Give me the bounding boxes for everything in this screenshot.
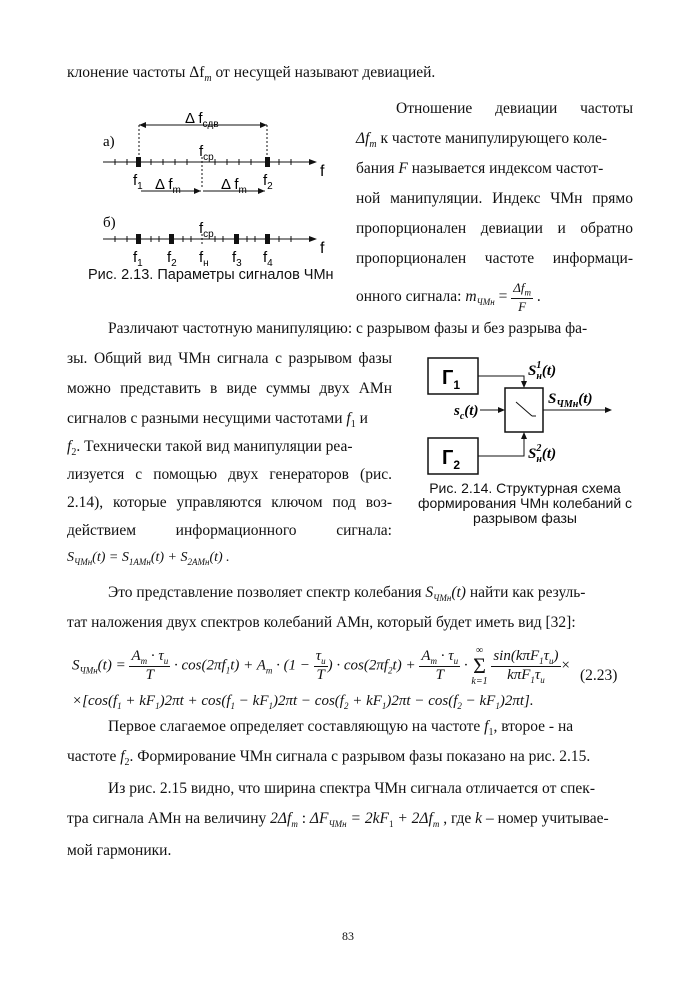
marker-b-f2 xyxy=(169,234,174,244)
figure-2-13-caption: Рис. 2.13. Параметры сигналов ЧМн xyxy=(88,267,334,283)
arrow-head xyxy=(521,381,527,388)
b-f4-label: $f_4$ xyxy=(263,249,273,269)
marker-b-f4 xyxy=(265,234,270,244)
text-line xyxy=(67,64,435,84)
text-line: $\Delta f_m$ к частоте манипулирующего коле- xyxy=(356,130,608,151)
text-line: ной манипуляции. Индекс ЧМн прямо xyxy=(356,190,633,207)
f-axis-label: f xyxy=(320,240,325,257)
switch-box xyxy=(505,388,543,432)
text-line: тра сигнала АМн на величину $2\Delta f_m$ : $\Delta F_{ЧМн} = 2kF_1 + 2\Delta f_m$ , где k – номер учитывае- xyxy=(67,810,609,830)
caption-line: Рис. 2.14. Структурная схема xyxy=(429,480,621,496)
dfsdv-label: Δ $f_{сдв}$ xyxy=(185,112,219,130)
marker-f1 xyxy=(136,157,141,167)
arrow-head xyxy=(605,407,612,413)
arrow-head xyxy=(139,122,146,128)
g1-label: $Г_1$ xyxy=(442,367,461,392)
text-line: $f_2$. Технически такой вид манипуляции реа- xyxy=(67,438,353,459)
figure-2-13 xyxy=(95,112,340,272)
arrow-head xyxy=(260,122,267,128)
caption-line: разрывом фазы xyxy=(473,510,577,526)
text-line: Это представление позволяет спектр колебания $S_{ЧМн}(t)$ найти как резуль- xyxy=(108,584,586,604)
text-line: частоте $f_2$. Формирование ЧМн сигнала с разрывом фазы показано на рис. 2.15. xyxy=(67,748,591,769)
text-line: Первое слагаемое определяет составляющую на частоте $f_1$, второе - на xyxy=(108,718,574,739)
page-number: 83 xyxy=(342,929,354,943)
text-line: действием информационного сигнала: xyxy=(67,522,392,539)
b-f3-label: $f_3$ xyxy=(232,249,242,269)
dfm-label: Δ $f_m$ xyxy=(155,176,181,196)
marker-b-f1 xyxy=(136,234,141,244)
text-line: сигналов с разными несущими частотами $f_1$ и xyxy=(67,410,368,431)
dfm-label: Δ $f_m$ xyxy=(221,176,247,196)
arrow-head xyxy=(498,407,505,413)
label-a: а) xyxy=(103,134,115,150)
figure-2-14-caption xyxy=(405,481,645,526)
label-b: б) xyxy=(103,215,116,231)
b-f2-label: $f_2$ xyxy=(167,249,177,269)
text-line: бания F называется индексом частот- xyxy=(356,160,604,177)
formula-2-23-line1: $S_{ЧМн}(t)$ = $\frac{A_m \cdot \tau_и}{T}$ · $\cos(2\pi f_1t) + A_m \cdot (1$ − $\frac{\tau_и}{T}$ ) · $\cos(2\pi f_2t)$ + $\frac{A_m \cdot \tau_и}{T}$ · ∞ Σ k=1 $\frac{\sin(k\pi F_1\tau_и)}{k\pi F_1\tau_и}$ × xyxy=(72,645,571,687)
marker-f2 xyxy=(265,157,270,167)
text-line: пропорционален девиации и обратно xyxy=(356,220,633,237)
caption-line: формирования ЧМн колебаний с xyxy=(417,495,633,511)
text-line: пропорционален частоте информаци- xyxy=(356,250,633,267)
b-fcp-label: $f_{ср}$ xyxy=(199,220,214,240)
text-line: Различают частотную манипуляцию: с разрывом фазы и без разрыва фа- xyxy=(108,320,588,337)
formula-line: $S_{ЧМн}(t) = S_{1АМн}(t) + S_{2АМн}(t)$ . xyxy=(67,550,230,567)
arrow-head xyxy=(194,188,201,194)
arrow-head xyxy=(521,432,527,439)
f1-label: $f_1$ xyxy=(133,172,143,192)
s2-label: $S^2$ н(t) xyxy=(528,443,557,465)
g2-label: $Г_2$ xyxy=(442,447,461,472)
text-line: зы. Общий вид ЧМн сигнала с разрывом фазы xyxy=(67,350,392,367)
wire xyxy=(478,376,524,386)
text-line: 2.14), которые управляются ключом под воз- xyxy=(67,494,392,511)
text-line: онного сигнала: $m_{ЧМн}$ = $\frac{\Delta f_m}{F}$ . xyxy=(356,280,541,314)
axis-arrow xyxy=(309,236,317,242)
text-span: клонение частоты Δf xyxy=(67,64,205,81)
text-line: Из рис. 2.15 видно, что ширина спектра ЧМн сигнала отличается от спек- xyxy=(108,780,595,797)
marker-b-f3 xyxy=(234,234,239,244)
text-span: от несущей называют девиацией. xyxy=(211,64,436,81)
text-line: можно представить в виде суммы двух АМн xyxy=(67,380,392,397)
formula-2-23-line2: $\times[\cos(f_1 + kF_1)2\pi t + \cos(f_1 - kF_1)2\pi t - \cos(f_2 + kF_1)2\pi t - \cos(f_2 - kF_1)2\pi t]$. xyxy=(72,693,534,711)
equation-number: (2.23) xyxy=(580,667,618,684)
f-axis-label: f xyxy=(320,163,325,180)
text-line: мой гармоники. xyxy=(67,842,172,859)
sc-label: $s_c(t)$ xyxy=(454,403,479,422)
wire xyxy=(478,434,524,456)
b-f1-label: $f_1$ xyxy=(133,249,143,269)
s1-label: $S^1$ н(t) xyxy=(528,360,557,382)
f2-label: $f_2$ xyxy=(263,172,273,192)
subscript: m xyxy=(204,73,212,85)
text-line: Отношение девиации частоты xyxy=(396,100,633,117)
text-line: тат наложения двух спектров колебаний АМн, который будет иметь вид [32]: xyxy=(67,614,576,631)
fcp-label: $f_{ср}$ xyxy=(199,143,214,163)
figure-2-14 xyxy=(420,350,625,475)
axis-arrow xyxy=(309,159,317,165)
sout-label: $S_{ЧМн}(t)$ xyxy=(548,391,593,410)
b-fn-label: $f_н$ xyxy=(199,249,209,269)
text-line: лизуется с помощью двух генераторов (рис. xyxy=(67,466,392,483)
